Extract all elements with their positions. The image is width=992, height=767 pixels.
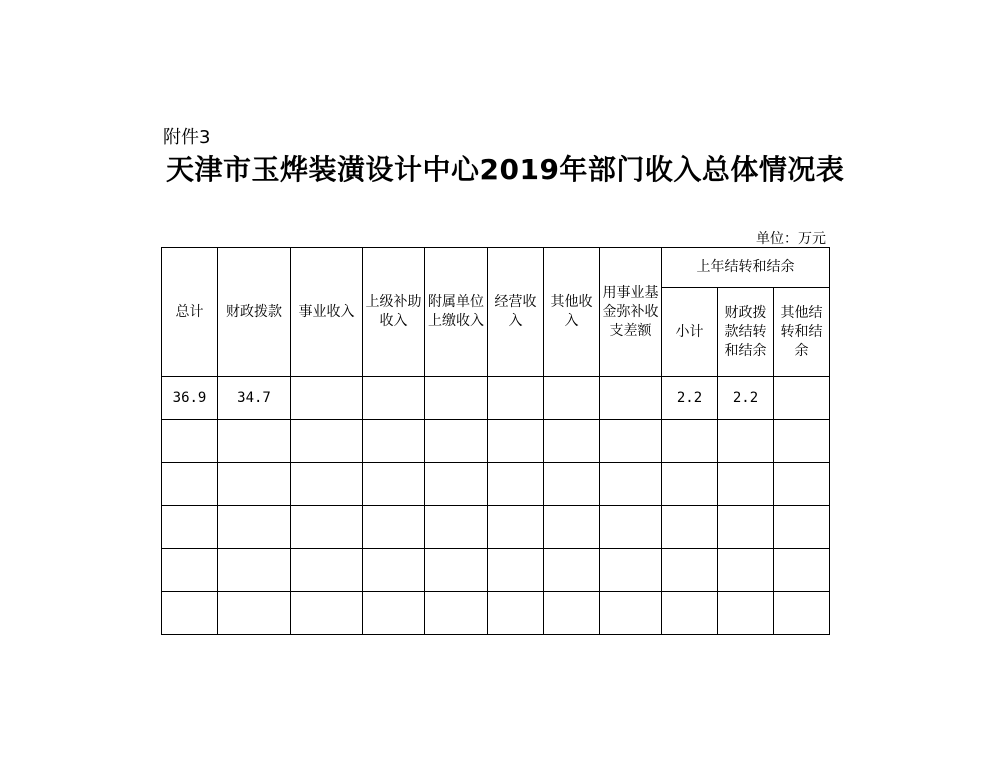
table-cell: 2.2 xyxy=(718,377,774,420)
table-row xyxy=(162,420,830,463)
table-cell xyxy=(162,549,218,592)
table-cell: 36.9 xyxy=(162,377,218,420)
table-cell xyxy=(291,377,363,420)
table-cell xyxy=(488,506,544,549)
table-cell xyxy=(363,377,425,420)
col-header-affiliate: 附属单位上缴收入 xyxy=(425,248,488,377)
table-cell xyxy=(363,592,425,635)
table-cell xyxy=(425,506,488,549)
table-cell: 2.2 xyxy=(662,377,718,420)
table-cell xyxy=(425,592,488,635)
table-cell xyxy=(162,420,218,463)
table-cell xyxy=(218,463,291,506)
table-cell xyxy=(291,549,363,592)
table-row xyxy=(162,549,830,592)
table-cell xyxy=(218,549,291,592)
table-cell xyxy=(600,592,662,635)
table-cell xyxy=(488,420,544,463)
table-cell xyxy=(774,549,830,592)
table-cell xyxy=(718,420,774,463)
table-cell xyxy=(662,549,718,592)
table-cell xyxy=(425,463,488,506)
table-cell xyxy=(425,420,488,463)
table-cell xyxy=(662,420,718,463)
table-row xyxy=(162,506,830,549)
table-cell xyxy=(544,420,600,463)
table-cell xyxy=(718,506,774,549)
attachment-label: 附件3 xyxy=(163,127,211,148)
table-cell xyxy=(162,506,218,549)
table-row xyxy=(162,463,830,506)
col-header-fiscal: 财政拨款 xyxy=(218,248,291,377)
table-cell xyxy=(774,463,830,506)
table-cell xyxy=(488,549,544,592)
table-cell xyxy=(291,592,363,635)
table-cell: 34.7 xyxy=(218,377,291,420)
table-cell xyxy=(291,463,363,506)
table-cell xyxy=(363,549,425,592)
col-header-business: 事业收入 xyxy=(291,248,363,377)
page-title: 天津市玉烨装潢设计中心2019年部门收入总体情况表 xyxy=(166,153,845,186)
table-cell xyxy=(488,463,544,506)
table-cell xyxy=(544,463,600,506)
income-table xyxy=(161,247,830,635)
table-cell xyxy=(363,463,425,506)
table-cell xyxy=(291,420,363,463)
table-cell xyxy=(544,506,600,549)
table-cell xyxy=(774,377,830,420)
table-cell xyxy=(600,506,662,549)
table-cell xyxy=(488,592,544,635)
table-cell xyxy=(363,420,425,463)
table-cell xyxy=(600,377,662,420)
table-cell xyxy=(600,463,662,506)
table-cell xyxy=(218,506,291,549)
col-header-operating: 经营收入 xyxy=(488,248,544,377)
table-cell xyxy=(218,592,291,635)
table-cell xyxy=(774,506,830,549)
table-cell xyxy=(600,549,662,592)
unit-label: 单位：万元 xyxy=(756,231,826,247)
table-cell xyxy=(218,420,291,463)
table-cell xyxy=(544,592,600,635)
table-cell xyxy=(600,420,662,463)
table-cell xyxy=(718,549,774,592)
col-header-total: 总计 xyxy=(162,248,218,377)
col-header-carry-other: 其他结转和结余 xyxy=(774,288,830,377)
table-cell xyxy=(774,592,830,635)
table-cell xyxy=(162,592,218,635)
table-row xyxy=(162,377,830,420)
col-header-carry-fiscal: 财政拨款结转和结余 xyxy=(718,288,774,377)
col-header-fund: 用事业基金弥补收支差额 xyxy=(600,248,662,377)
table-cell xyxy=(662,463,718,506)
table-cell xyxy=(718,592,774,635)
table-cell xyxy=(662,592,718,635)
table-row xyxy=(162,592,830,635)
table-cell xyxy=(718,463,774,506)
table-cell xyxy=(425,377,488,420)
col-header-carryover-group: 上年结转和结余 xyxy=(662,248,830,288)
table-cell xyxy=(774,420,830,463)
table-header-row xyxy=(162,248,830,288)
table-cell xyxy=(488,377,544,420)
table-cell xyxy=(544,549,600,592)
table-cell xyxy=(363,506,425,549)
col-header-other: 其他收入 xyxy=(544,248,600,377)
table-cell xyxy=(425,549,488,592)
table-cell xyxy=(162,463,218,506)
table-cell xyxy=(662,506,718,549)
table-cell xyxy=(544,377,600,420)
table-cell xyxy=(291,506,363,549)
col-header-carry-subtotal: 小计 xyxy=(662,288,718,377)
col-header-superior: 上级补助收入 xyxy=(363,248,425,377)
